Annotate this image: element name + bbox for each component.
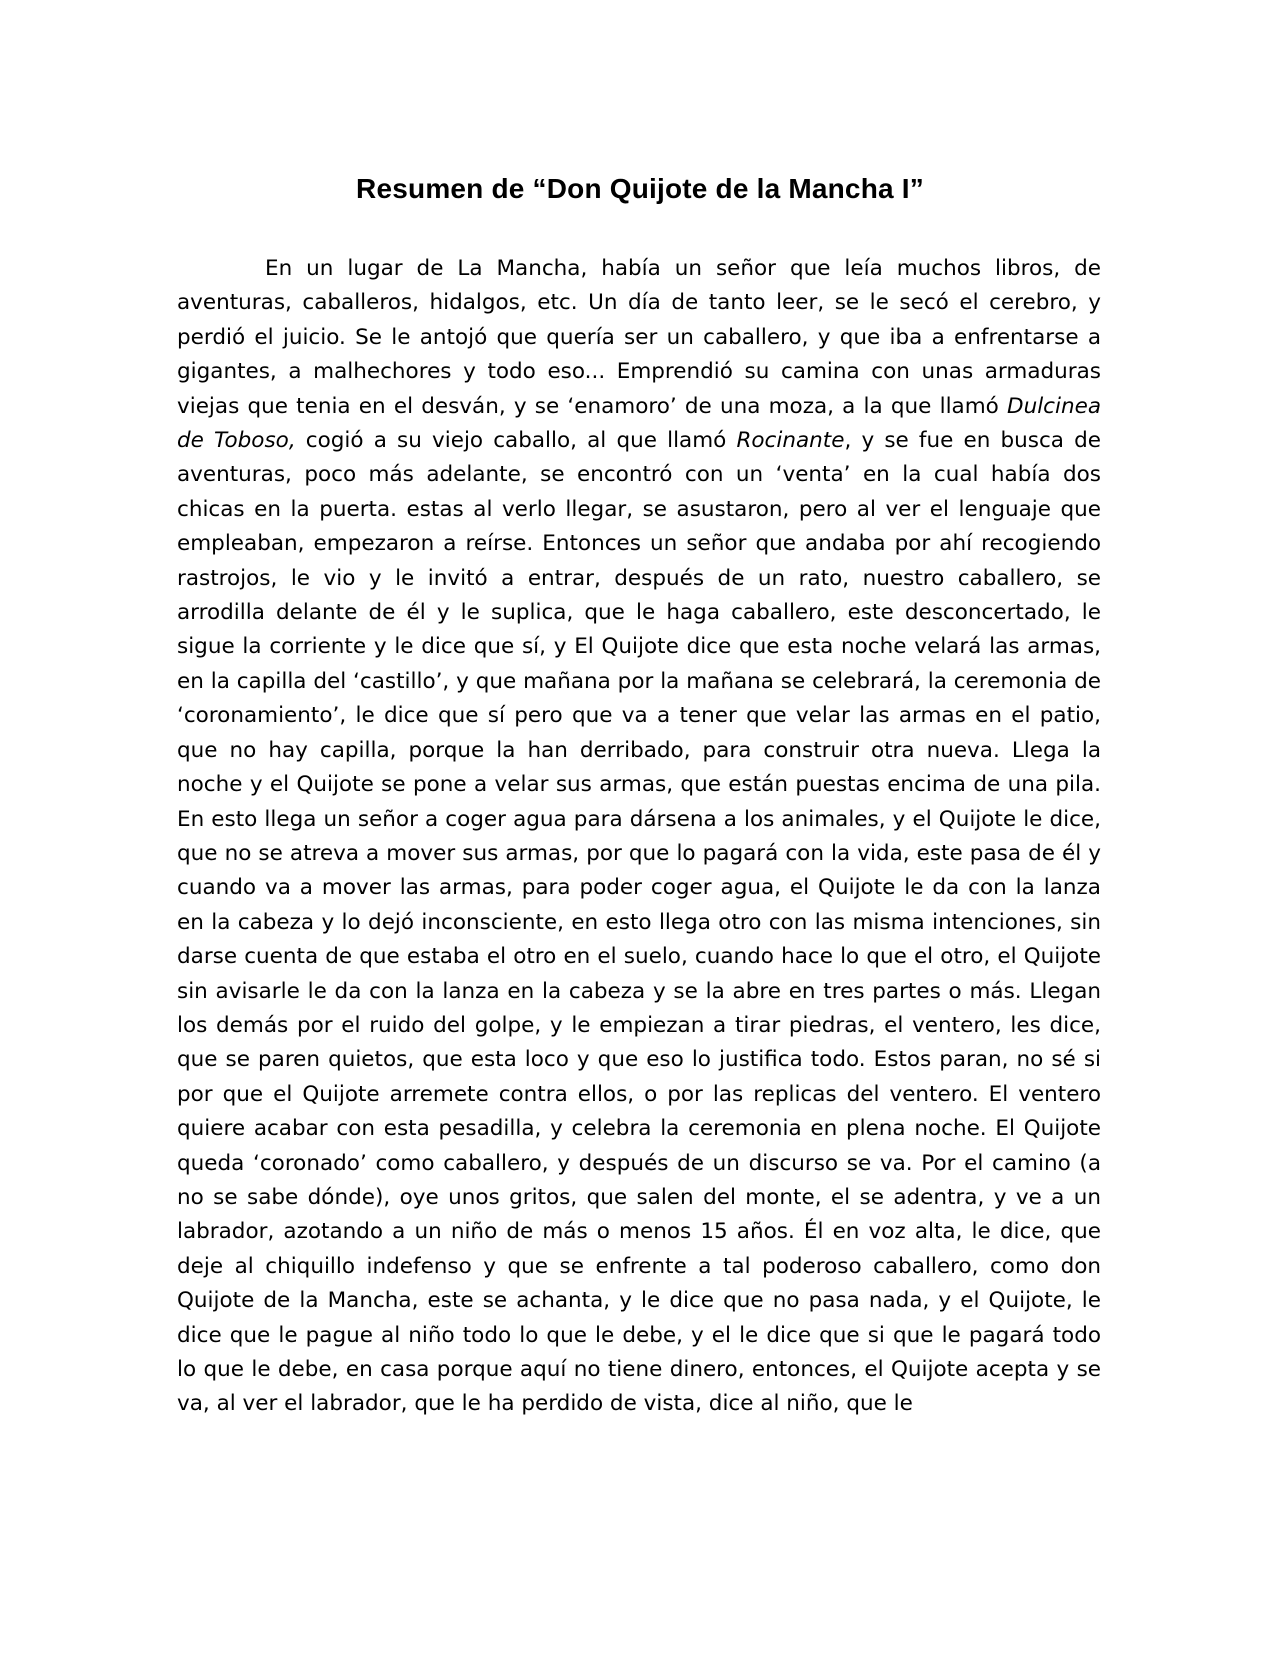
rocinante-name: Rocinante bbox=[736, 428, 845, 454]
document-title: Resumen de “Don Quijote de la Mancha I” bbox=[356, 173, 924, 204]
paragraph-text-1: En un lugar de La Mancha, había un señor que leía muchos libros, de aventuras, caballeros, hidalgos, etc. Un día de tanto leer, se le secó el cerebro, y perdió el juicio. Se le antojó que quería ser un caballero, y que iba a enfrentarse a gigantes, a malhechores y todo eso... Emprendió su camina con unas armaduras viejas que tenia en el desván, y se ‘enamoro’ de una moza, a la que llamó bbox=[177, 256, 1101, 419]
dulcinea-name: Dulcinea de Toboso, bbox=[177, 393, 1101, 454]
document-body bbox=[177, 252, 1101, 1422]
paragraph-text-3: , y se fue en busca de aventuras, poco más adelante, se encontró con un ‘venta’ en la cual había dos chicas en la puerta. estas al verlo llegar, se asustaron, pero al ver el lenguaje que empleaban, empezaron a reírse. Entonces un señor que andaba por ahí recogiendo rastrojos, le vio y le invitó a entrar, después de un rato, nuestro caballero, se arrodilla delante de él y le suplica, que le haga caballero, este desconcertado, le sigue la corriente y le dice que sí, y El Quijote dice que esta noche velará las armas, en la capilla del ‘castillo’, y que mañana por la mañana se celebrará, la ceremonia de ‘coronamiento’, le dice que sí pero que va a tener que velar las armas en el patio, que no hay capilla, porque la han derribado, para construir otra nueva. Llega la noche y el Quijote se pone a velar sus armas, que están puestas encima de una pila. En esto llega un señor a coger agua para dársena a los animales, y el Quijote le dice, que no se atreva a mover sus armas, por que lo pagará con la vida, este pasa de él y cuando va a mover las armas, para poder coger agua, el Quijote le da con la lanza en la cabeza y lo dejó inconsciente, en esto llega otro con las misma intenciones, sin darse cuenta de que estaba el otro en el suelo, cuando hace lo que el otro, el Quijote sin avisarle le da con la lanza en la cabeza y se la abre en tres partes o más. Llegan los demás por el ruido del golpe, y le empiezan a tirar piedras, el ventero, les dice, que se paren quietos, que esta loco y que eso lo justifica todo. Estos paran, no sé si por que el Quijote arremete contra ellos, o por las replicas del ventero. El ventero quiere acabar con esta pesadilla, y celebra la ceremonia en plena noche. El Quijote queda ‘coronado’ como caballero, y después de un discurso se va. Por el camino (a no se sabe dónde), oye unos gritos, que salen del monte, el se adentra, y ve a un labrador, azotando a un niño de más o menos 15 años. Él en voz alta, le dice, que deje al chiquillo indefenso y que se enfrente a tal poderoso caballero, como don Quijote de la Mancha, este se achanta, y le dice que no pasa nada, y el Quijote, le dice que le pague al niño todo lo que le debe, y el le dice que si que le pagará todo lo que le debe, en casa porque aquí no tiene dinero, entonces, el Quijote acepta y se va, al ver el labrador, que le ha perdido de vista, dice al niño, que le bbox=[177, 428, 1101, 1417]
paragraph-text-2: cogió a su viejo caballo, al que llamó bbox=[295, 428, 737, 454]
summary-paragraph bbox=[177, 252, 1101, 1422]
